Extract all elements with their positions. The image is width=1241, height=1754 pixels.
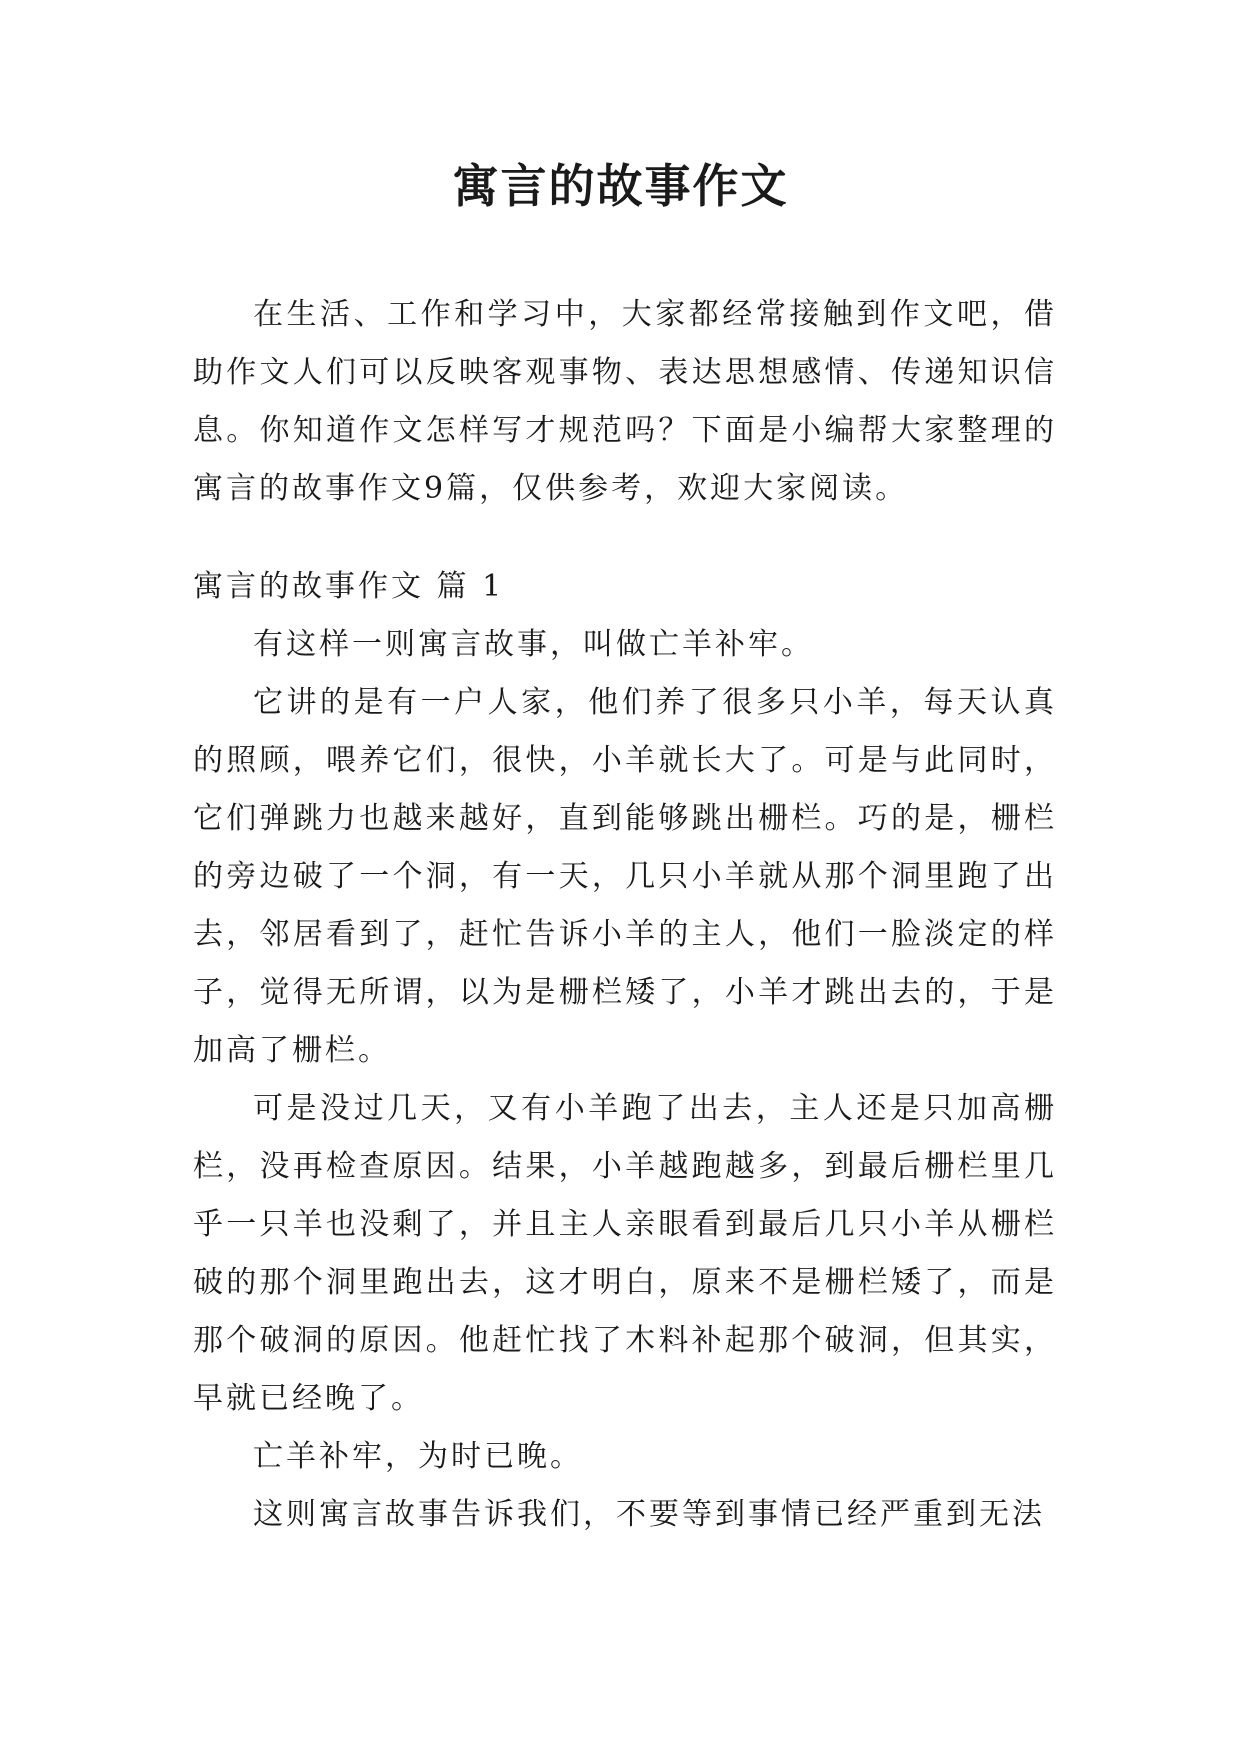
document-title: 寓言的故事作文: [452, 159, 789, 213]
intro-paragraph: 在生活、工作和学习中，大家都经常接触到作文吧，借助作文人们可以反映客观事物、表达思想感情、传递知识信息。你知道作文怎样写才规范吗？下面是小编帮大家整理的寓言的故事作文9篇，仅供参考，欢迎大家阅读。: [193, 297, 1057, 506]
document-body: [193, 286, 1057, 1544]
story-paragraph: 它讲的是有一户人家，他们养了很多只小羊，每天认真的照顾，喂养它们，很快，小羊就长大了。可是与此同时，它们弹跳力也越来越好，直到能够跳出栅栏。巧的是，栅栏的旁边破了一个洞，有一天，几只小羊就从那个洞里跑了出去，邻居看到了，赶忙告诉小羊的主人，他们一脸淡定的样子，觉得无所谓，以为是栅栏矮了，小羊才跳出去的，于是加高了栅栏。: [193, 685, 1057, 1068]
story-paragraph: 有这样一则寓言故事，叫做亡羊补牢。: [253, 627, 814, 662]
story-paragraph: 可是没过几天，又有小羊跑了出去，主人还是只加高栅栏，没再检查原因。结果，小羊越跑越多，到最后栅栏里几乎一只羊也没剩了，并且主人亲眼看到最后几只小羊从栅栏破的那个洞里跑出去，这才明白，原来不是栅栏矮了，而是那个破洞的原因。他赶忙找了木料补起那个破洞，但其实，早就已经晚了。: [193, 1091, 1057, 1416]
story-paragraph: 亡羊补牢，为时已晚。: [253, 1439, 583, 1474]
story-paragraph: 这则寓言故事告诉我们，不要等到事情已经严重到无法: [253, 1497, 1045, 1532]
section-heading: 寓言的故事作文 篇 1: [193, 569, 505, 604]
